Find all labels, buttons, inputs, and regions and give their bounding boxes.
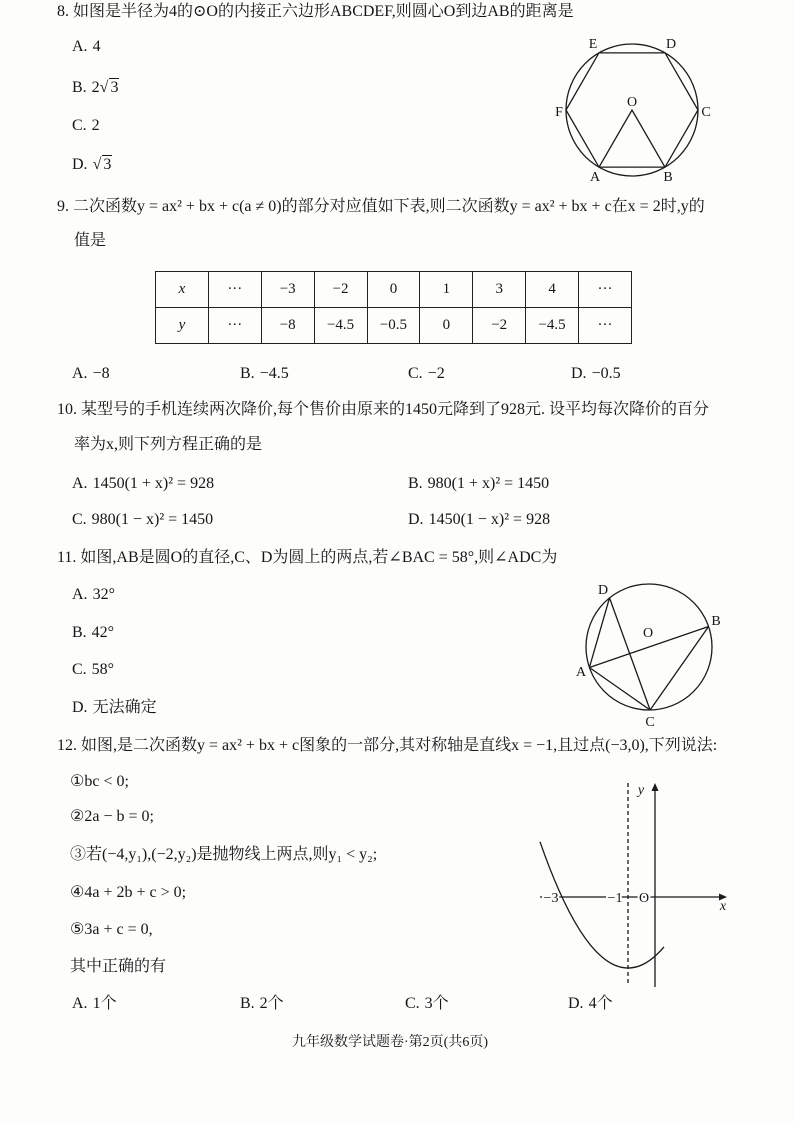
option-value: 无法确定 xyxy=(92,699,157,716)
question-8-option-c xyxy=(72,117,100,135)
question-10-stem-line-1: 10. 某型号的手机连续两次降价,每个售价由原来的1450元降到了928元. 设平均每次降价的百分 xyxy=(57,401,710,418)
question-11-stem: 11. 如图,AB是圆O的直径,C、D为圆上的两点,若∠BAC = 58°,则∠ADC为 xyxy=(57,549,558,566)
option-value: −4.5 xyxy=(259,365,289,382)
vertex-label-e: E xyxy=(588,37,598,52)
chord-dc-line xyxy=(610,598,654,710)
option-coefficient: 2 xyxy=(91,79,100,96)
question-9-option-d xyxy=(571,365,621,383)
option-value: −2 xyxy=(427,365,445,382)
table-cell: ··· xyxy=(579,308,632,344)
option-value: 58° xyxy=(91,661,115,678)
option-letter: A. xyxy=(72,38,88,55)
question-11-option-b xyxy=(72,624,114,642)
question-12-stem: 12. 如图,是二次函数y = ax² + bx + c图象的一部分,其对称轴是直线x = −1,且过点(−3,0),下列说法: xyxy=(57,737,718,754)
table-row-x xyxy=(156,272,632,308)
vertex-label-b: B xyxy=(663,170,673,185)
table-cell: −2 xyxy=(473,308,526,344)
option-value: 32° xyxy=(92,586,115,603)
question-10-option-c xyxy=(72,511,213,529)
question-12-option-a xyxy=(72,995,117,1013)
radical-sign: √ xyxy=(92,156,102,173)
point-label-a: A xyxy=(575,665,587,680)
table-cell: −3 xyxy=(261,272,314,308)
question-10-option-d xyxy=(408,511,550,529)
option-letter: B. xyxy=(240,995,255,1012)
option-letter: B. xyxy=(408,475,423,492)
center-label-o: O xyxy=(626,95,638,110)
option-value: 2个 xyxy=(259,995,284,1012)
radical-sign: √ xyxy=(99,79,109,96)
point-label-b: B xyxy=(711,614,721,629)
question-9-option-b xyxy=(240,365,289,383)
tick-label-neg1: −1 xyxy=(607,891,623,906)
option-value: 980(1 + x)² = 1450 xyxy=(427,475,550,492)
question-12-option-b xyxy=(240,995,284,1013)
question-12-statement-4: ④4a + 2b + c > 0; xyxy=(70,884,187,901)
table-row-y xyxy=(156,308,632,344)
option-letter: B. xyxy=(72,79,87,96)
option-value: 4 xyxy=(92,38,101,55)
option-value: 4个 xyxy=(588,995,613,1012)
figure-parabola-graph xyxy=(530,775,735,990)
option-value: 2 xyxy=(91,117,100,134)
question-12-option-d xyxy=(568,995,613,1013)
question-8-option-a xyxy=(72,38,101,56)
option-letter: D. xyxy=(408,511,424,528)
option-letter: D. xyxy=(72,156,88,173)
table-cell: −4.5 xyxy=(526,308,579,344)
table-cell: −2 xyxy=(314,272,367,308)
table-cell: 0 xyxy=(420,308,473,344)
option-letter: D. xyxy=(72,699,88,716)
vertex-label-c: C xyxy=(701,105,711,120)
option-value: −8 xyxy=(92,365,110,382)
table-cell: −4.5 xyxy=(314,308,367,344)
option-value: 1450(1 − x)² = 928 xyxy=(428,511,551,528)
question-8-option-b xyxy=(72,79,119,97)
question-10-option-b xyxy=(408,475,549,493)
question-8-stem: 8. 如图是半径为4的⊙O的内接正六边形ABCDEF,则圆心O到边AB的距离是 xyxy=(57,3,574,20)
vertex-label-a: A xyxy=(589,170,601,185)
question-11-option-c xyxy=(72,661,114,679)
question-9-stem-line-1: 9. 二次函数y = ax² + bx + c(a ≠ 0)的部分对应值如下表,则二次函数y = ax² + bx + c在x = 2时,y的 xyxy=(57,198,705,215)
option-letter: C. xyxy=(72,661,87,678)
question-9-option-a xyxy=(72,365,110,383)
table-cell: ··· xyxy=(208,308,261,344)
option-letter: C. xyxy=(72,511,87,528)
option-value: 42° xyxy=(91,624,115,641)
point-label-d: D xyxy=(597,583,609,598)
question-12-statement-5: ⑤3a + c = 0, xyxy=(70,921,153,938)
table-cell: ··· xyxy=(579,272,632,308)
vertex-label-f: F xyxy=(555,105,563,120)
question-8-option-d xyxy=(72,156,112,174)
option-letter: D. xyxy=(568,995,584,1012)
option-letter: C. xyxy=(408,365,423,382)
table-row-label: x xyxy=(156,272,209,308)
question-12-statement-3: ③若(−4,y₁),(−2,y₂)是抛物线上两点,则y₁ < y₂; xyxy=(70,846,378,863)
center-label-o: O xyxy=(642,626,654,641)
question-10-stem-line-2: 率为x,则下列方程正确的是 xyxy=(74,436,263,453)
vertex-label-d: D xyxy=(665,37,677,52)
table-cell: ··· xyxy=(208,272,261,308)
radicand: 3 xyxy=(103,156,112,173)
option-value: 3个 xyxy=(424,995,449,1012)
option-letter: A. xyxy=(72,586,88,603)
table-cell: 4 xyxy=(526,272,579,308)
triangle-oab-lines xyxy=(599,110,665,167)
chord-bc-line xyxy=(650,627,709,711)
option-letter: B. xyxy=(240,365,255,382)
question-9-stem-line-2: 值是 xyxy=(74,232,107,249)
value-table xyxy=(155,271,632,344)
option-letter: D. xyxy=(571,365,587,382)
option-value: 980(1 − x)² = 1450 xyxy=(91,511,214,528)
question-12-prompt: 其中正确的有 xyxy=(70,958,167,975)
y-axis-label: y xyxy=(637,783,645,798)
table-row-label: y xyxy=(156,308,209,344)
option-letter: A. xyxy=(72,995,88,1012)
origin-label: O xyxy=(638,891,650,906)
table-cell: −0.5 xyxy=(367,308,420,344)
question-10-option-a xyxy=(72,475,214,493)
option-letter: A. xyxy=(72,475,88,492)
table-cell: 3 xyxy=(473,272,526,308)
table-cell: 1 xyxy=(420,272,473,308)
option-letter: B. xyxy=(72,624,87,641)
question-12-option-c xyxy=(405,995,449,1013)
chord-ac-line xyxy=(589,668,650,711)
figure-circle-diameter xyxy=(570,578,730,734)
tick-label-neg3: −3 xyxy=(543,891,559,906)
y-axis-arrow-icon xyxy=(652,783,659,791)
table-cell: −8 xyxy=(261,308,314,344)
question-9-option-c xyxy=(408,365,445,383)
option-value: −0.5 xyxy=(591,365,621,382)
option-value: 1个 xyxy=(92,995,117,1012)
option-value: 1450(1 + x)² = 928 xyxy=(92,475,215,492)
question-11-option-a xyxy=(72,586,115,604)
option-letter: C. xyxy=(72,117,87,134)
point-label-c: C xyxy=(645,715,655,730)
x-axis-label: x xyxy=(719,899,727,914)
question-11-option-d xyxy=(72,699,157,717)
question-12-statement-1: ①bc < 0; xyxy=(70,773,129,790)
radicand: 3 xyxy=(110,79,119,96)
page-footer: 九年级数学试题卷·第2页(共6页) xyxy=(292,1035,488,1050)
figure-inscribed-hexagon xyxy=(545,30,720,190)
option-letter: A. xyxy=(72,365,88,382)
option-letter: C. xyxy=(405,995,420,1012)
question-12-statement-2: ②2a − b = 0; xyxy=(70,808,154,825)
table-cell: 0 xyxy=(367,272,420,308)
